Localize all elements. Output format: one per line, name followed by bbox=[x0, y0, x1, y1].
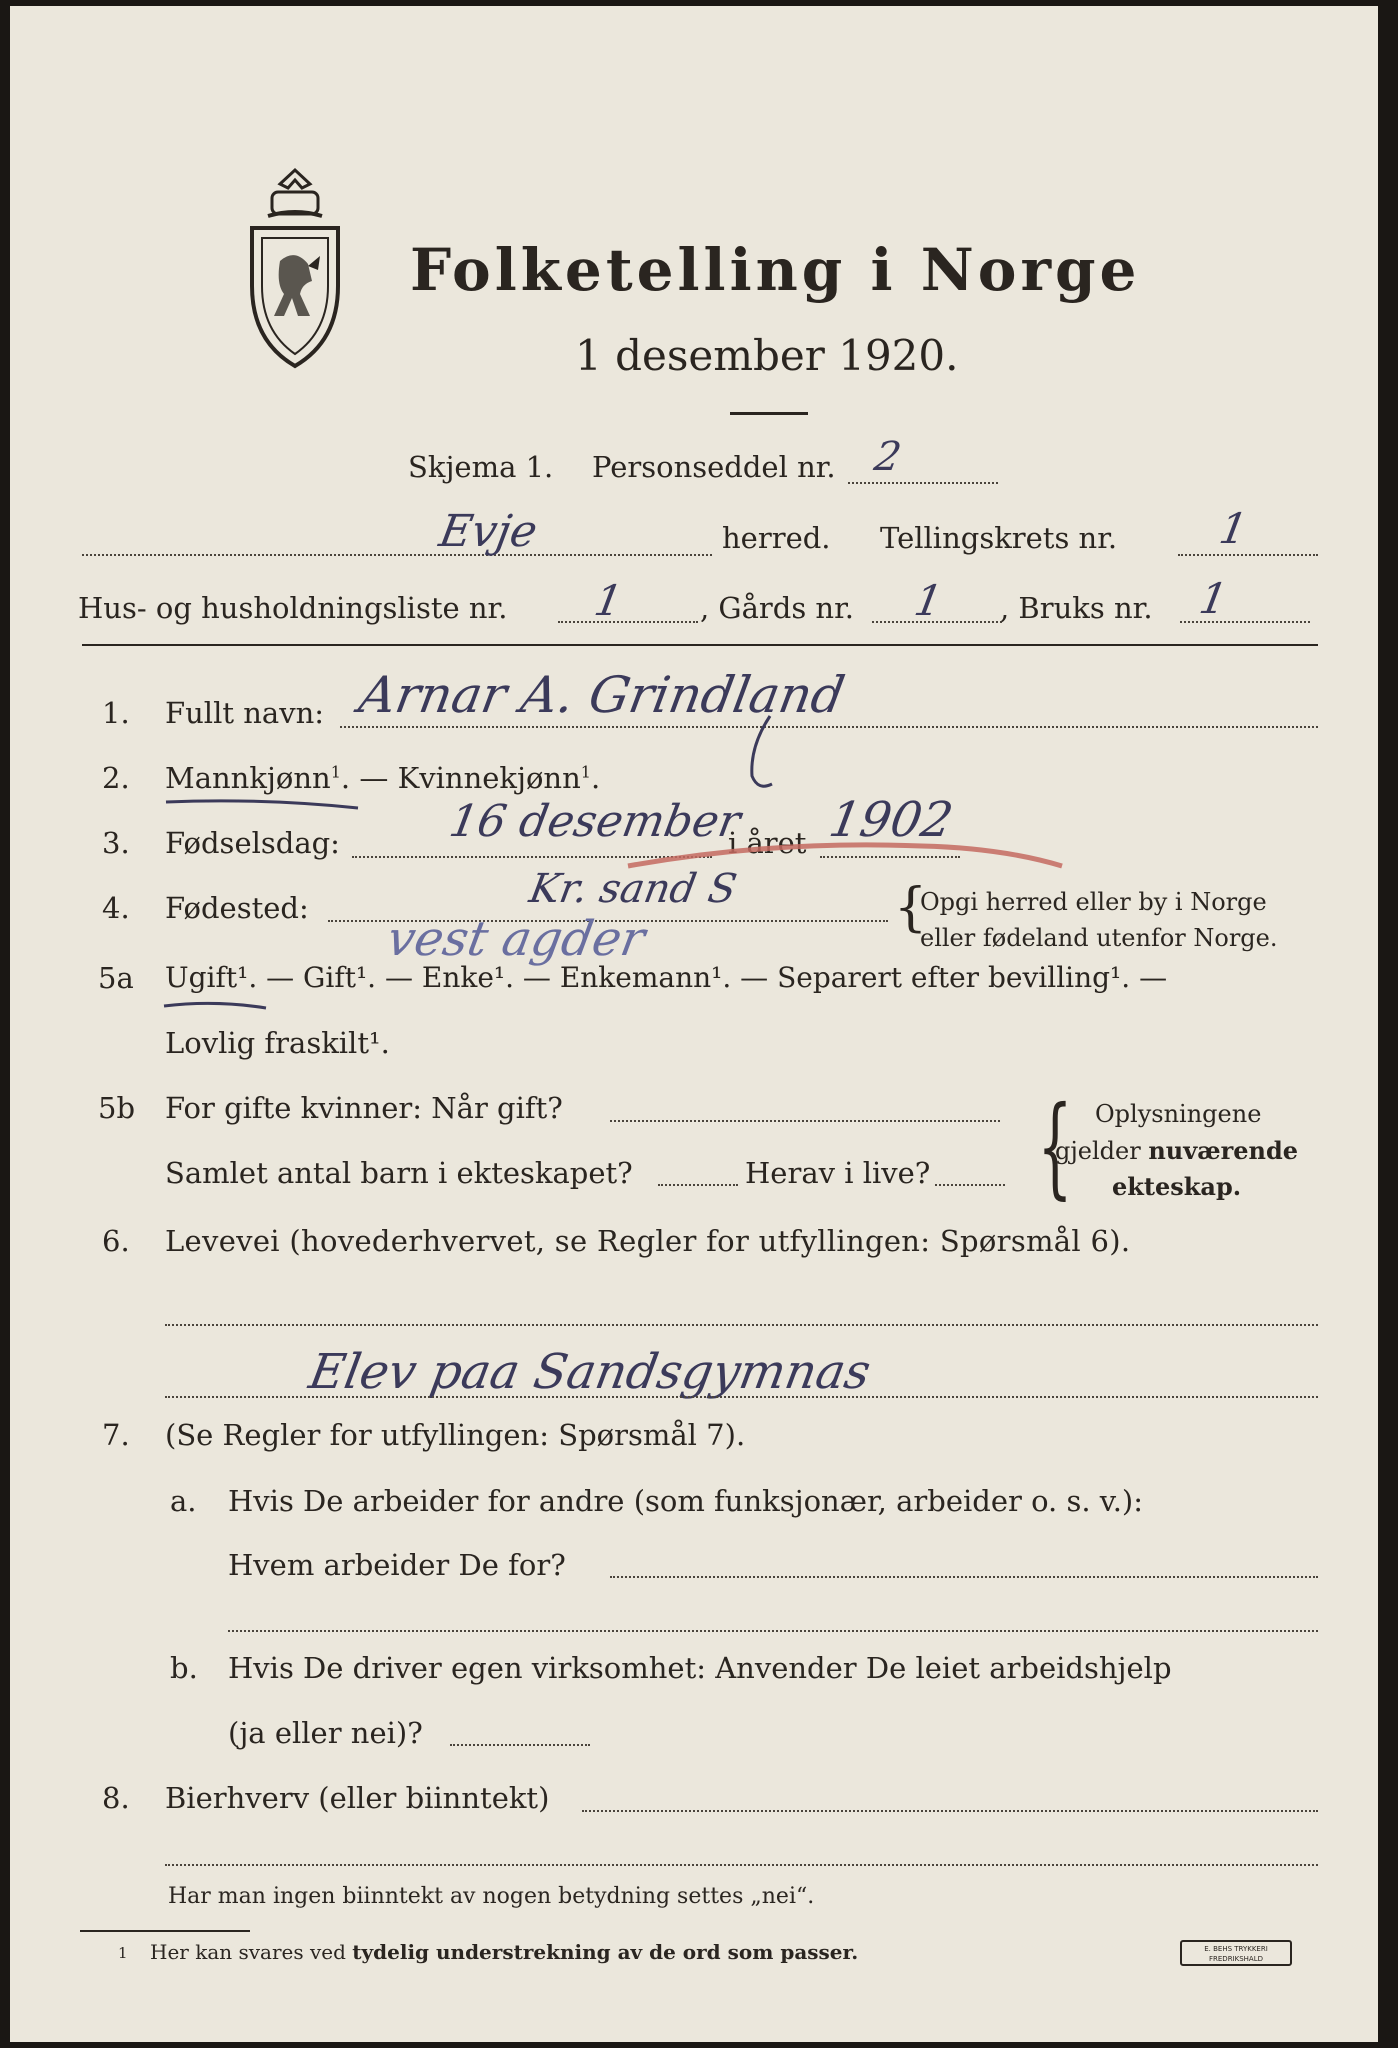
q7-number: 7. bbox=[102, 1418, 130, 1452]
q1-field[interactable] bbox=[340, 726, 1318, 728]
q6-field-line1[interactable] bbox=[165, 1324, 1318, 1326]
personseddel-value: 2 bbox=[870, 434, 905, 480]
q7a-number: a. bbox=[170, 1484, 197, 1518]
q4-note-line2: eller fødeland utenfor Norge. bbox=[920, 924, 1278, 952]
q1-number: 1. bbox=[102, 696, 130, 730]
q2-footnote-mark-2: 1 bbox=[580, 762, 591, 782]
q5b-note-line3: ekteskap. bbox=[1112, 1172, 1242, 1201]
q7a-line2: Hvem arbeider De for? bbox=[228, 1548, 566, 1582]
q5b-note-line1: Oplysningene bbox=[1095, 1100, 1262, 1128]
q5a-option-divorced[interactable]: Lovlig fraskilt¹. bbox=[165, 1026, 390, 1060]
printer-stamp: E. BEHS TRYKKERI FREDRIKSHALD bbox=[1180, 1940, 1292, 1966]
hus-field[interactable] bbox=[558, 621, 698, 623]
q2-female-option[interactable]: Kvinnekjønn bbox=[397, 761, 581, 795]
tellingskrets-label: Tellingskrets nr. bbox=[880, 521, 1118, 555]
q8-field-line2[interactable] bbox=[165, 1864, 1318, 1866]
q5b-note-line2 bbox=[1055, 1136, 1298, 1165]
q7a-line1: Hvis De arbeider for andre (som funksjonær, arbeider o. s. v.): bbox=[228, 1484, 1144, 1518]
form-date: 1 desember 1920. bbox=[575, 331, 959, 380]
q2-hand-mark bbox=[740, 706, 800, 796]
q1-value: Arnar A. Grindland bbox=[354, 666, 849, 724]
q2-end: . bbox=[590, 761, 601, 795]
q2-male-underline bbox=[162, 796, 362, 816]
skjema-label: Skjema 1. bbox=[408, 450, 554, 484]
q5b-alive-field[interactable] bbox=[935, 1184, 1005, 1186]
q2-footnote-mark-1: 1 bbox=[330, 762, 341, 782]
q6-value: Elev paa Sandsgymnas bbox=[305, 1344, 875, 1400]
gards-label: , Gårds nr. bbox=[700, 591, 854, 625]
q5a-options[interactable]: Ugift¹. — Gift¹. — Enke¹. — Enkemann¹. — Separert efter bevilling¹. — bbox=[165, 961, 1168, 994]
q8-label: Bierhverv (eller biinntekt) bbox=[165, 1781, 550, 1815]
herred-label: herred. bbox=[722, 521, 831, 555]
q5b-children-label: Samlet antal barn i ekteskapet? bbox=[165, 1156, 633, 1190]
q8-field-line1[interactable] bbox=[582, 1810, 1318, 1812]
q5a-number: 5a bbox=[98, 961, 134, 995]
footnote-text-bold: tydelig understrekning av de ord som passer. bbox=[352, 1940, 859, 1964]
q5b-married-when: For gifte kvinner: Når gift? bbox=[165, 1091, 563, 1125]
q3-year-label: i året bbox=[728, 826, 807, 860]
title-divider bbox=[730, 412, 808, 415]
tellingskrets-value: 1 bbox=[1215, 504, 1252, 553]
q6-field-line2[interactable] bbox=[165, 1396, 1318, 1398]
hus-label: Hus- og husholdningsliste nr. bbox=[78, 591, 508, 625]
q4-note-brace: { bbox=[894, 878, 928, 938]
q5b-married-field[interactable] bbox=[610, 1120, 1000, 1122]
q2-number: 2. bbox=[102, 761, 130, 795]
census-form bbox=[10, 6, 1378, 2042]
q5b-children-field[interactable] bbox=[658, 1184, 738, 1186]
herred-value: Evje bbox=[435, 506, 542, 557]
q5a-ugift-underline bbox=[160, 996, 270, 1016]
q7a-field-line2[interactable] bbox=[228, 1630, 1318, 1632]
footnote-text-plain: Her kan svares ved bbox=[150, 1940, 353, 1964]
q5b-note-current: nuværende bbox=[1148, 1136, 1299, 1165]
footnote-text bbox=[150, 1940, 858, 1964]
herred-field[interactable] bbox=[82, 554, 712, 556]
q8-number: 8. bbox=[102, 1781, 130, 1815]
personseddel-field[interactable] bbox=[848, 482, 998, 484]
bruks-value: 1 bbox=[1195, 574, 1232, 623]
q5b-number: 5b bbox=[98, 1091, 136, 1125]
q4-note-line1: Opgi herred eller by i Norge bbox=[920, 888, 1267, 916]
q7b-number: b. bbox=[170, 1651, 198, 1685]
q6-label: Levevei (hovederhvervet, se Regler for utfyllingen: Spørsmål 6). bbox=[165, 1224, 1131, 1258]
form-title: Folketelling i Norge bbox=[410, 236, 1141, 304]
q4-value: Kr. sand S bbox=[525, 866, 740, 912]
q3-label: Fødselsdag: bbox=[165, 826, 340, 860]
q5b-alive-label: Herav i live? bbox=[745, 1156, 931, 1190]
q7-label: (Se Regler for utfyllingen: Spørsmål 7). bbox=[165, 1418, 746, 1452]
q7b-line2: (ja eller nei)? bbox=[228, 1716, 423, 1750]
biinntekt-note: Har man ingen biinntekt av nogen betydning settes „nei“. bbox=[168, 1884, 815, 1909]
personseddel-label: Personseddel nr. bbox=[592, 450, 836, 484]
q4-value-county: vest agder bbox=[383, 911, 650, 967]
footnote-divider bbox=[80, 1930, 250, 1932]
header-divider bbox=[82, 644, 1318, 646]
coat-of-arms-emblem bbox=[240, 166, 350, 376]
q2-separator: . — bbox=[340, 761, 398, 795]
q2-options bbox=[165, 761, 600, 795]
hus-value: 1 bbox=[590, 576, 627, 625]
q5b-note-gjelder: gjelder bbox=[1055, 1137, 1149, 1165]
footnote-number: 1 bbox=[118, 1944, 128, 1962]
q3-year-value: 1902 bbox=[825, 792, 958, 848]
q4-number: 4. bbox=[102, 891, 130, 925]
q6-number: 6. bbox=[102, 1224, 130, 1258]
q2-male-option[interactable]: Mannkjønn bbox=[165, 761, 331, 795]
q3-day-value: 16 desember bbox=[445, 796, 745, 847]
q4-label: Fødested: bbox=[165, 891, 309, 925]
q3-number: 3. bbox=[102, 826, 130, 860]
q7b-field[interactable] bbox=[450, 1744, 590, 1746]
q7a-field-line1[interactable] bbox=[610, 1576, 1318, 1578]
tellingskrets-field[interactable] bbox=[1178, 554, 1318, 556]
bruks-label: , Bruks nr. bbox=[1000, 591, 1153, 625]
q5b-note-brace: { bbox=[1037, 1082, 1073, 1210]
q7b-line1: Hvis De driver egen virksomhet: Anvender De leiet arbeidshjelp bbox=[228, 1651, 1172, 1685]
gards-value: 1 bbox=[910, 576, 947, 625]
q1-label: Fullt navn: bbox=[165, 696, 325, 730]
